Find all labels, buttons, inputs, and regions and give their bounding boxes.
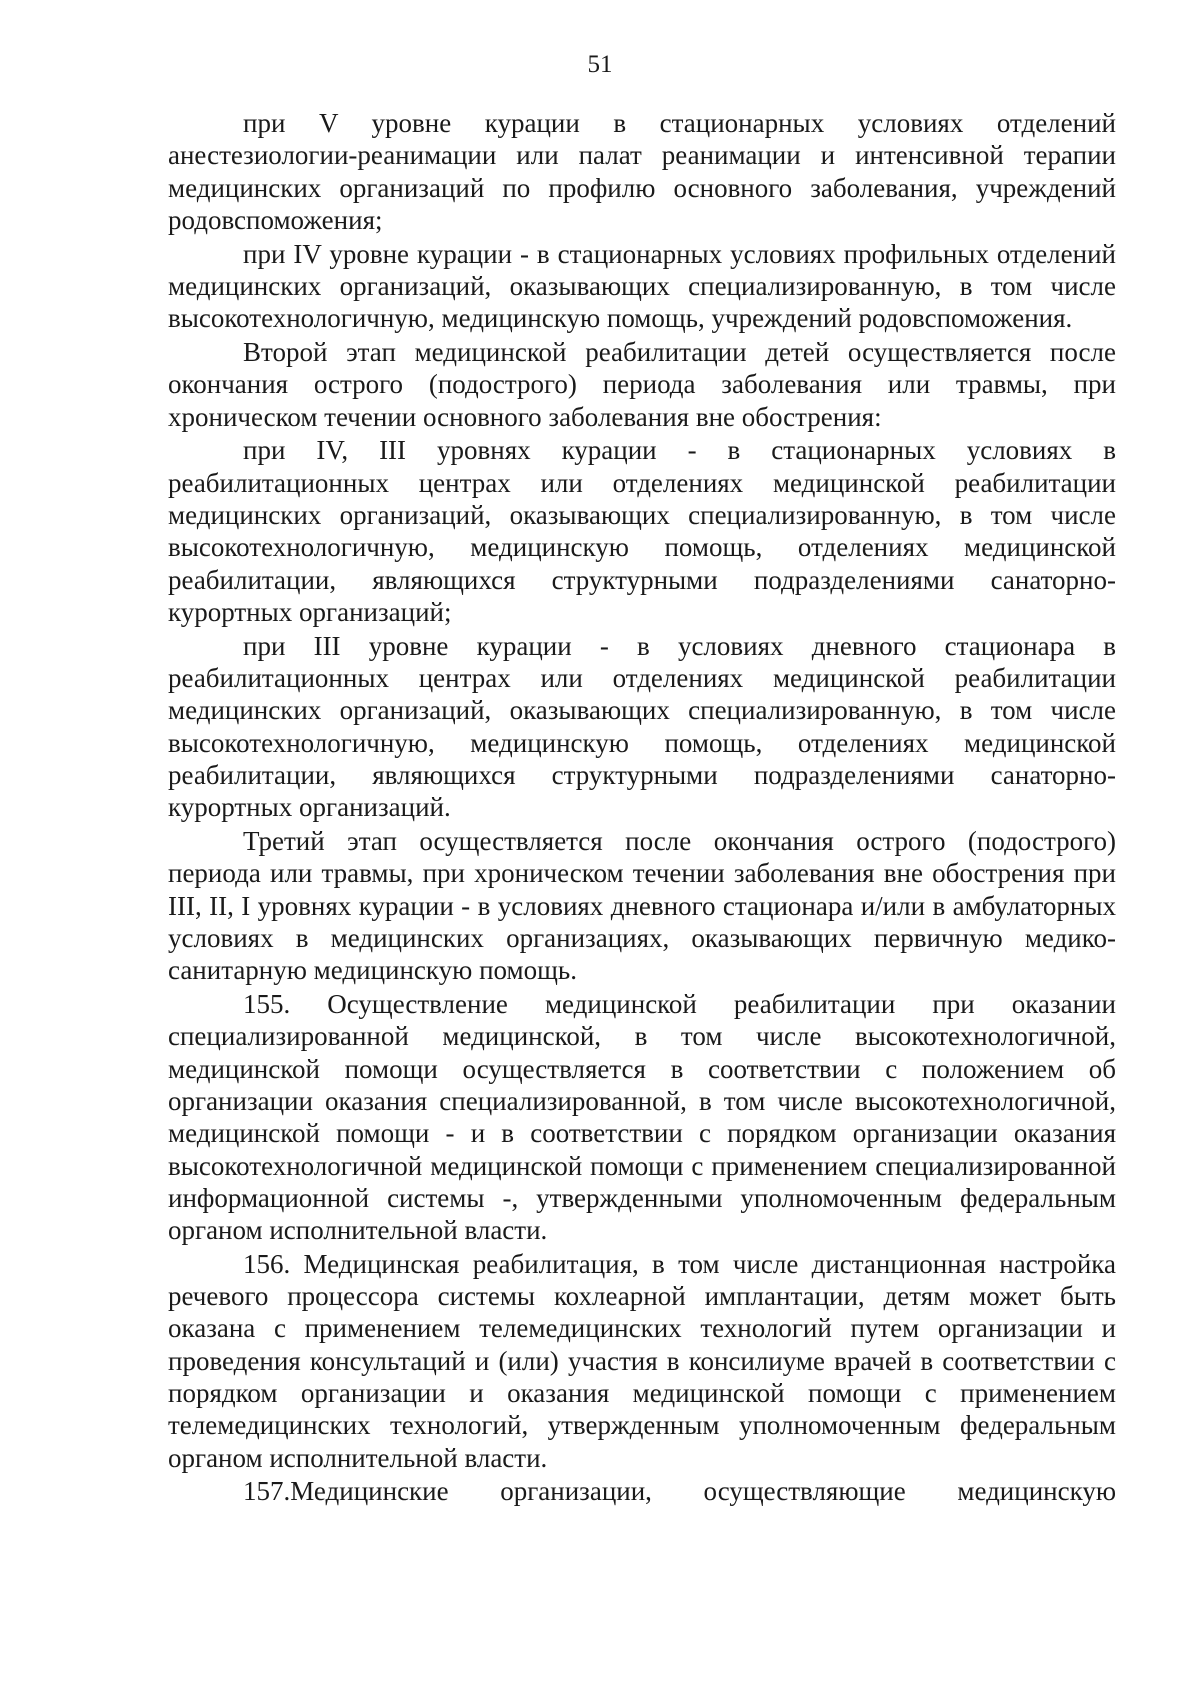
paragraph-third-stage: Третий этап осуществляется после окончания острого (подострого) периода или травмы, при хроническом течении заболевания вне обострения при III, II, I уровнях курации - в условиях дневного стационара и/или в амбулаторных условиях в медицинских организациях, оказывающих первичную медико-санитарную медицинскую помощь.	[168, 826, 1116, 986]
paragraph-v-level: при V уровне курации в стационарных условиях отделений анестезиологии-реанимации или палат реанимации и интенсивной терапии медицинских организаций по профилю основного заболевания, учреждений родовспоможения;	[168, 108, 1116, 235]
paragraph-iii-level: при III уровне курации - в условиях дневного стационара в реабилитационных центрах или отделениях медицинской реабилитации медицинских организаций, оказывающих специализированную, в том числе высокотехнологичную, медицинскую помощь, отделениях медицинской реабилитации, являющихся структурными подразделениями санаторно-курортных организаций.	[168, 630, 1116, 823]
paragraph-second-stage: Второй этап медицинской реабилитации детей осуществляется после окончания острого (подострого) периода заболевания или травмы, при хроническом течении основного заболевания вне обострения:	[168, 337, 1116, 432]
paragraph-iv-iii-levels: при IV, III уровнях курации - в стационарных условиях в реабилитационных центрах или отделениях медицинской реабилитации медицинских организаций, оказывающих специализированную, в том числе высокотехнологичную, медицинскую помощь, отделениях медицинской реабилитации, являющихся структурными подразделениями санаторно-курортных организаций;	[168, 435, 1116, 627]
body-text	[168, 107, 1116, 1508]
paragraph-156: 156. Медицинская реабилитация, в том числе дистанционная настройка речевого процессора системы кохлеарной имплантации, детям может быть оказана с применением телемедицинских технологий путем организации и проведения консультаций и (или) участия в консилиуме врачей в соответствии с порядком организации и оказания медицинской помощи с применением телемедицинских технологий, утвержденным уполномоченным федеральным органом исполнительной власти.	[168, 1248, 1116, 1473]
page-number: 51	[587, 51, 613, 78]
paragraph-157: 157.Медицинские организации, осуществляющие медицинскую	[243, 1476, 1116, 1507]
paragraph-iv-level: при IV уровне курации - в стационарных условиях профильных отделений медицинских организаций, оказывающих специализированную, в том числе высокотехнологичную, медицинскую помощь, учреждений родовспоможения.	[168, 238, 1116, 334]
paragraph-155: 155. Осуществление медицинской реабилитации при оказании специализированной медицинской, в том числе высокотехнологичной, медицинской помощи осуществляется в соответствии с положением об организации оказания специализированной, в том числе высокотехнологичной, медицинской помощи - и в соответствии с порядком организации оказания высокотехнологичной медицинской помощи с применением специализированной информационной системы -, утвержденными уполномоченным федеральным органом исполнительной власти.	[168, 989, 1116, 1246]
